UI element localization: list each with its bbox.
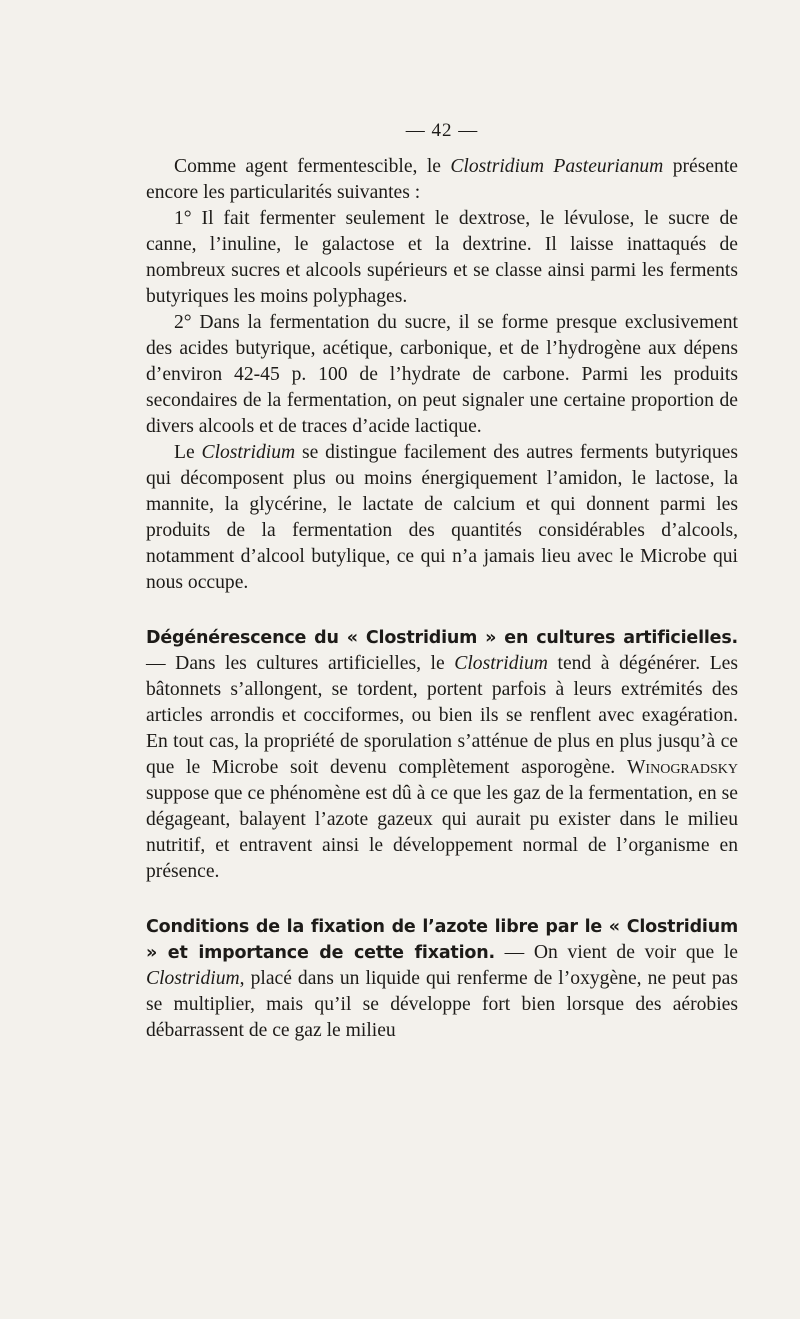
degeneration-section [146,625,738,885]
section-heading: Conditions de la fixation de l’azote libre par le « Clostridium » et importance de cette fixation. [146,917,738,963]
genus-name: Clostridium [146,968,240,989]
section-text: tend à dégénérer. Les bâtonnets s’allongent, se tordent, portent parfois à leurs extrémités des articles arrondis et cocciformes, ou bien ils se renflent avec exagération. En tout cas, la propriété de sporulation s’atténue de plus en plus jusqu’à ce que le Microbe soit devenu complètement asporogène. [146,653,738,778]
genus-name: Clostridium [454,653,548,674]
point-two-paragraph: 2° Dans la fermentation du sucre, il se forme presque exclusivement des acides butyrique, acétique, carbonique, et de l’hydrogène aux dépens d’environ 42-45 p. 100 de l’hydrate de carbone. Parmi les produits secondaires de la fermentation, on peut signaler une certaine proportion de divers alcools et de traces d’acide lactique. [146,312,738,437]
distinction-text: Le [174,442,202,463]
section-text: , placé dans un liquide qui renferme de l’oxygène, ne peut pas se multiplier, mais qu’il se développe fort bien lorsque des aérobies débarrassent de ce gaz le milieu [146,968,738,1041]
distinction-paragraph [146,440,738,596]
intro-text: Comme agent fermentescible, le [174,156,451,177]
intro-paragraph [146,154,738,206]
author-name: Winogradsky [626,757,738,778]
genus-name: Clostridium [201,442,296,463]
section-heading: Dégénérescence du « Clostridium » en cultures artificielles. [146,628,738,648]
page-number: — 42 — [405,120,479,141]
section-text: suppose que ce phénomène est dû à ce que les gaz de la fermentation, en se dégageant, balayent l’azote gazeux qui aurait pu exister dans le milieu nutritif, et entravent ainsi le développement normal de l’organisme en présence. [146,783,738,882]
section-text: — On vient de voir que le [494,942,738,963]
fixation-section [146,914,738,1044]
intro-text-end: présente encore les particularités suivantes : [146,156,738,203]
page-text [146,118,738,1044]
point-one-paragraph: 1° Il fait fermenter seulement le dextrose, le lévulose, le sucre de canne, l’inuline, le galactose et la dextrine. Il laisse inattaqués de nombreux sucres et alcools supérieurs et se classe ainsi parmi les ferments butyriques les moins polyphages. [146,208,738,307]
species-name: Clostridium Pasteurianum [450,156,664,177]
section-text: — Dans les cultures artificielles, le [146,653,455,674]
distinction-text-end: se distingue facilement des autres ferments butyriques qui décomposent plus ou moins énergiquement l’amidon, le lactose, la mannite, la glycérine, le lactate de calcium et qui donnent parmi les produits de la fermentation des quantités considérables d’alcools, notamment d’alcool butylique, ce qui n’a jamais lieu avec le Microbe qui nous occupe. [146,442,738,593]
